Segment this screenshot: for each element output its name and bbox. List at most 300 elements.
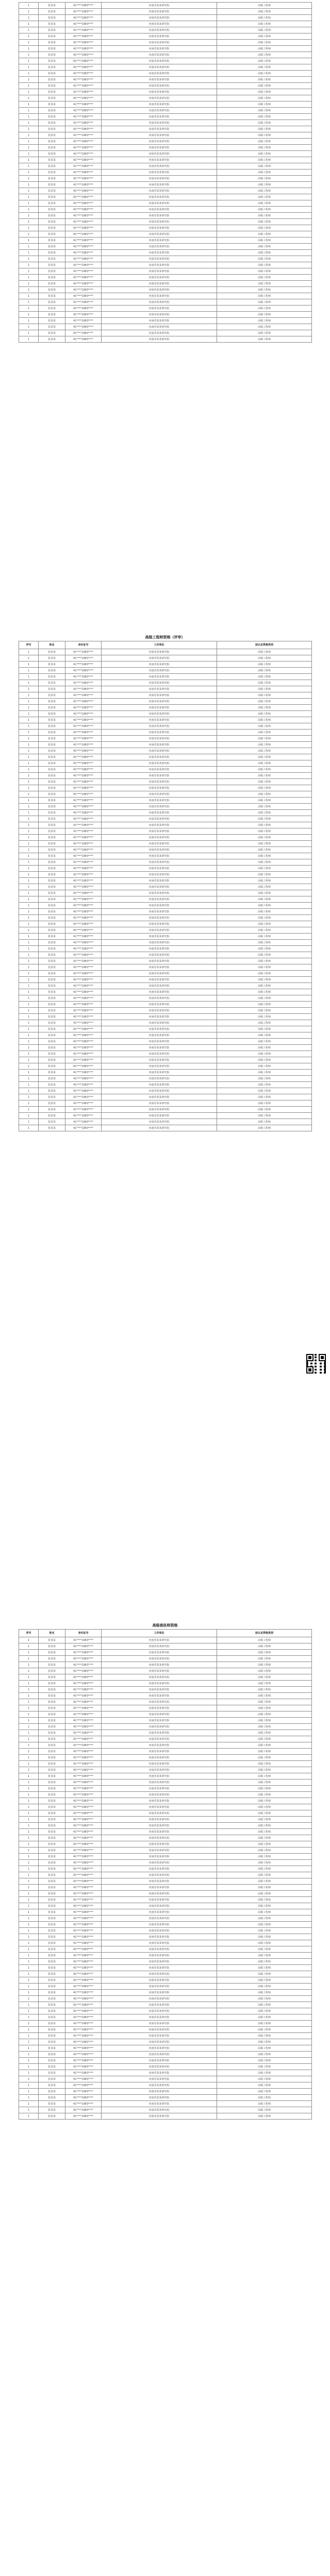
cell-idcard: 41****1983****: [65, 1872, 102, 1878]
cell-category: 高级工程师: [217, 841, 312, 847]
table-row: [19, 1668, 312, 1674]
cell-unit: 河南省某某研究院: [102, 1070, 217, 1076]
cell-unit: 河南省某某研究院: [102, 1656, 217, 1662]
cell-name: 张某某: [39, 1835, 65, 1841]
cell-name: 张某某: [39, 1020, 65, 1026]
cell-category: 高级工程师: [217, 262, 312, 268]
cell-unit: 河南省某某研究院: [102, 946, 217, 952]
cell-name: 张某某: [39, 964, 65, 971]
cell-category: 高级工程师: [217, 200, 312, 207]
table-row: [19, 841, 312, 847]
cell-name: 张某某: [39, 3, 65, 9]
table-row: [19, 1107, 312, 1113]
table-header-row: [19, 641, 312, 649]
cell-seq: 1: [19, 1878, 39, 1885]
table-row: [19, 2058, 312, 2064]
cell-unit: 河南省某某研究院: [102, 238, 217, 244]
cell-category: 高级工程师: [217, 977, 312, 983]
table-row: [19, 1125, 312, 1131]
cell-category: 高级工程师: [217, 705, 312, 711]
cell-idcard: 41****1983****: [65, 2076, 102, 2082]
cell-unit: 河南省某某研究院: [102, 2039, 217, 2045]
table-row: [19, 1100, 312, 1107]
cell-seq: 1: [19, 1100, 39, 1107]
cell-name: 张某某: [39, 1643, 65, 1650]
cell-seq: 1: [19, 2089, 39, 2095]
cell-category: 高级工程师: [217, 27, 312, 33]
cell-name: 张某某: [39, 2101, 65, 2107]
cell-category: 高级工程师: [217, 686, 312, 692]
cell-idcard: 41****1983****: [65, 1878, 102, 1885]
cell-idcard: 41****1983****: [65, 946, 102, 952]
table-row: [19, 101, 312, 108]
col-header-unit: 工作单位: [102, 641, 217, 649]
cell-name: 张某某: [39, 1804, 65, 1810]
cell-name: 张某某: [39, 940, 65, 946]
table-row: [19, 2064, 312, 2070]
cell-category: 高级工程师: [217, 655, 312, 662]
cell-unit: 河南省某某研究院: [102, 872, 217, 878]
cell-category: 高级工程师: [217, 58, 312, 64]
cell-seq: 1: [19, 1940, 39, 1946]
cell-idcard: 41****1983****: [65, 915, 102, 921]
cell-seq: 1: [19, 21, 39, 27]
cell-name: 张某某: [39, 946, 65, 952]
cell-seq: 1: [19, 262, 39, 268]
cell-category: 高级工程师: [217, 114, 312, 120]
table-row: [19, 2095, 312, 2101]
cell-name: 张某某: [39, 33, 65, 40]
cell-idcard: 41****1983****: [65, 835, 102, 841]
cell-name: 张某某: [39, 934, 65, 940]
cell-idcard: 41****1983****: [65, 890, 102, 896]
cell-idcard: 41****1983****: [65, 2039, 102, 2045]
cell-idcard: 41****1983****: [65, 1885, 102, 1891]
cell-idcard: 41****1983****: [65, 1674, 102, 1681]
cell-idcard: 41****1983****: [65, 145, 102, 151]
cell-unit: 河南省某某研究院: [102, 1051, 217, 1057]
cell-unit: 河南省某某研究院: [102, 964, 217, 971]
cell-name: 张某某: [39, 804, 65, 810]
cell-category: 高级工程师: [217, 268, 312, 275]
cell-name: 张某某: [39, 2070, 65, 2076]
col-header-category: 拟认定资格类别: [217, 1630, 312, 1637]
qr-code[interactable]: [306, 1354, 326, 1374]
table-row: [19, 157, 312, 163]
table-row: [19, 1885, 312, 1891]
cell-idcard: 41****1983****: [65, 1996, 102, 2002]
cell-seq: 1: [19, 1773, 39, 1780]
cell-name: 张某某: [39, 1742, 65, 1749]
cell-seq: 1: [19, 176, 39, 182]
cell-seq: 1: [19, 1662, 39, 1668]
table-row: [19, 1940, 312, 1946]
cell-unit: 河南省某某研究院: [102, 2070, 217, 2076]
table-row: [19, 1965, 312, 1971]
cell-idcard: 41****1983****: [65, 723, 102, 730]
cell-name: 张某某: [39, 1780, 65, 1786]
cell-idcard: 41****1983****: [65, 1094, 102, 1100]
cell-idcard: 41****1983****: [65, 33, 102, 40]
cell-name: 张某某: [39, 126, 65, 132]
cell-idcard: 41****1983****: [65, 705, 102, 711]
cell-name: 张某某: [39, 120, 65, 126]
table-row: [19, 1984, 312, 1990]
cell-idcard: 41****1983****: [65, 1076, 102, 1082]
cell-idcard: 41****1983****: [65, 791, 102, 798]
cell-name: 张某某: [39, 767, 65, 773]
cell-name: 张某某: [39, 1674, 65, 1681]
table-row: [19, 742, 312, 748]
cell-name: 张某某: [39, 872, 65, 878]
cell-category: 高级工程师: [217, 1786, 312, 1792]
cell-unit: 河南省某某研究院: [102, 281, 217, 287]
table-row: [19, 1823, 312, 1829]
cell-name: 张某某: [39, 306, 65, 312]
cell-unit: 河南省某某研究院: [102, 268, 217, 275]
cell-category: 高级工程师: [217, 1668, 312, 1674]
table-row: [19, 1026, 312, 1032]
cell-seq: 1: [19, 841, 39, 847]
table-row: [19, 312, 312, 318]
table-row: [19, 674, 312, 680]
cell-seq: 1: [19, 1916, 39, 1922]
cell-seq: 1: [19, 1835, 39, 1841]
table-row: [19, 132, 312, 139]
cell-seq: 1: [19, 705, 39, 711]
table-row: [19, 736, 312, 742]
cell-idcard: 41****1983****: [65, 318, 102, 324]
cell-unit: 河南省某某研究院: [102, 1854, 217, 1860]
cell-idcard: 41****1983****: [65, 1823, 102, 1829]
cell-idcard: 41****1983****: [65, 754, 102, 760]
cell-unit: 河南省某某研究院: [102, 1860, 217, 1866]
cell-seq: 1: [19, 1928, 39, 1934]
cell-unit: 河南省某某研究院: [102, 1977, 217, 1984]
table-row: [19, 163, 312, 170]
cell-category: 高级工程师: [217, 890, 312, 896]
cell-idcard: 41****1983****: [65, 1113, 102, 1119]
cell-seq: 1: [19, 1780, 39, 1786]
cell-name: 张某某: [39, 1773, 65, 1780]
cell-seq: 1: [19, 754, 39, 760]
cell-seq: 1: [19, 200, 39, 207]
cell-name: 张某某: [39, 299, 65, 306]
cell-category: 高级工程师: [217, 798, 312, 804]
cell-seq: 1: [19, 1668, 39, 1674]
cell-idcard: 41****1983****: [65, 1687, 102, 1693]
cell-name: 张某某: [39, 1823, 65, 1829]
cell-category: 高级工程师: [217, 1119, 312, 1125]
cell-seq: 1: [19, 219, 39, 225]
cell-unit: 河南省某某研究院: [102, 2113, 217, 2120]
cell-seq: 1: [19, 2052, 39, 2058]
cell-unit: 河南省某某研究院: [102, 699, 217, 705]
cell-unit: 河南省某某研究院: [102, 126, 217, 132]
cell-name: 张某某: [39, 1866, 65, 1872]
cell-name: 张某某: [39, 841, 65, 847]
table-row: [19, 1891, 312, 1897]
cell-seq: 1: [19, 791, 39, 798]
cell-idcard: 41****1983****: [65, 1946, 102, 1953]
cell-seq: 1: [19, 330, 39, 336]
cell-idcard: 41****1983****: [65, 250, 102, 256]
table-row: [19, 27, 312, 33]
cell-idcard: 41****1983****: [65, 225, 102, 231]
cell-name: 张某某: [39, 225, 65, 231]
cell-category: 高级工程师: [217, 225, 312, 231]
cell-seq: 1: [19, 958, 39, 964]
cell-unit: 河南省某某研究院: [102, 1835, 217, 1841]
cell-seq: 1: [19, 1922, 39, 1928]
cell-idcard: 41****1983****: [65, 989, 102, 995]
cell-seq: 1: [19, 2045, 39, 2052]
cell-idcard: 41****1983****: [65, 2052, 102, 2058]
cell-name: 张某某: [39, 835, 65, 841]
cell-name: 张某某: [39, 1854, 65, 1860]
cell-category: 高级工程师: [217, 1860, 312, 1866]
table-row: [19, 1637, 312, 1643]
cell-idcard: 41****1983****: [65, 1711, 102, 1718]
cell-idcard: 41****1983****: [65, 1953, 102, 1959]
cell-unit: 河南省某某研究院: [102, 878, 217, 884]
cell-category: 高级工程师: [217, 1946, 312, 1953]
cell-name: 张某某: [39, 760, 65, 767]
cell-name: 张某某: [39, 1971, 65, 1977]
section-title: 高级工程师资格（评审）: [145, 635, 185, 639]
cell-category: 高级工程师: [217, 2058, 312, 2064]
table-row: [19, 1094, 312, 1100]
cell-seq: 1: [19, 717, 39, 723]
cell-name: 张某某: [39, 1718, 65, 1724]
cell-name: 张某某: [39, 890, 65, 896]
table-row: [19, 971, 312, 977]
cell-idcard: 41****1983****: [65, 293, 102, 299]
cell-name: 张某某: [39, 2039, 65, 2045]
cell-category: 高级工程师: [217, 884, 312, 890]
cell-seq: 1: [19, 40, 39, 46]
cell-category: 高级工程师: [217, 723, 312, 730]
cell-idcard: 41****1983****: [65, 896, 102, 903]
cell-seq: 1: [19, 293, 39, 299]
cell-seq: 1: [19, 1965, 39, 1971]
cell-unit: 河南省某某研究院: [102, 705, 217, 711]
cell-category: 高级工程师: [217, 89, 312, 95]
cell-seq: 1: [19, 2002, 39, 2008]
cell-name: 张某某: [39, 1749, 65, 1755]
cell-unit: 河南省某某研究院: [102, 1792, 217, 1798]
cell-idcard: 41****1983****: [65, 680, 102, 686]
cell-name: 张某某: [39, 1730, 65, 1736]
cell-idcard: 41****1983****: [65, 1959, 102, 1965]
cell-idcard: 41****1983****: [65, 188, 102, 194]
cell-unit: 河南省某某研究院: [102, 40, 217, 46]
cell-seq: 1: [19, 151, 39, 157]
cell-name: 张某某: [39, 1032, 65, 1039]
cell-category: 高级工程师: [217, 1637, 312, 1643]
cell-unit: 河南省某某研究院: [102, 46, 217, 52]
cell-seq: 1: [19, 1094, 39, 1100]
cell-idcard: 41****1983****: [65, 1002, 102, 1008]
cell-unit: 河南省某某研究院: [102, 934, 217, 940]
cell-category: 高级工程师: [217, 1008, 312, 1014]
cell-name: 张某某: [39, 1681, 65, 1687]
table-row: [19, 1996, 312, 2002]
cell-idcard: 41****1983****: [65, 662, 102, 668]
table-row: [19, 767, 312, 773]
table-row: [19, 108, 312, 114]
table-row: [19, 1662, 312, 1668]
cell-unit: 河南省某某研究院: [102, 1817, 217, 1823]
cell-name: 张某某: [39, 1699, 65, 1705]
cell-seq: 1: [19, 58, 39, 64]
cell-seq: 1: [19, 1817, 39, 1823]
cell-category: 高级工程师: [217, 312, 312, 318]
cell-category: 高级工程师: [217, 1810, 312, 1817]
cell-seq: 1: [19, 1848, 39, 1854]
cell-unit: 河南省某某研究院: [102, 742, 217, 748]
cell-name: 张某某: [39, 1916, 65, 1922]
cell-seq: 1: [19, 1977, 39, 1984]
cell-name: 张某某: [39, 281, 65, 287]
cell-unit: 河南省某某研究院: [102, 1076, 217, 1082]
cell-seq: 1: [19, 71, 39, 77]
cell-name: 张某某: [39, 275, 65, 281]
cell-unit: 河南省某某研究院: [102, 1940, 217, 1946]
cell-seq: 1: [19, 1823, 39, 1829]
table-row: [19, 662, 312, 668]
cell-name: 张某某: [39, 2033, 65, 2039]
cell-unit: 河南省某某研究院: [102, 1829, 217, 1835]
cell-category: 高级工程师: [217, 835, 312, 841]
cell-unit: 河南省某某研究院: [102, 2033, 217, 2039]
cell-category: 高级工程师: [217, 170, 312, 176]
table-row: [19, 859, 312, 866]
cell-seq: 1: [19, 1718, 39, 1724]
cell-idcard: 41****1983****: [65, 1100, 102, 1107]
cell-category: 高级工程师: [217, 791, 312, 798]
cell-name: 张某某: [39, 27, 65, 33]
cell-category: 高级工程师: [217, 1761, 312, 1767]
cell-seq: 1: [19, 760, 39, 767]
cell-seq: 1: [19, 163, 39, 170]
cell-category: 高级工程师: [217, 1020, 312, 1026]
cell-idcard: 41****1983****: [65, 1977, 102, 1984]
cell-category: 高级工程师: [217, 182, 312, 188]
cell-idcard: 41****1983****: [65, 934, 102, 940]
cell-category: 高级工程师: [217, 1835, 312, 1841]
cell-category: 高级工程师: [217, 9, 312, 15]
cell-seq: 1: [19, 964, 39, 971]
cell-idcard: 41****1983****: [65, 1643, 102, 1650]
cell-idcard: 41****1983****: [65, 120, 102, 126]
cell-seq: 1: [19, 324, 39, 330]
cell-category: 高级工程师: [217, 859, 312, 866]
cell-idcard: 41****1983****: [65, 1755, 102, 1761]
cell-idcard: 41****1983****: [65, 1063, 102, 1070]
cell-name: 张某某: [39, 1786, 65, 1792]
cell-name: 张某某: [39, 15, 65, 21]
cell-unit: 河南省某某研究院: [102, 2058, 217, 2064]
cell-idcard: 41****1983****: [65, 1761, 102, 1767]
cell-unit: 河南省某某研究院: [102, 324, 217, 330]
table-row: [19, 1804, 312, 1810]
cell-seq: 1: [19, 3, 39, 9]
cell-category: 高级工程师: [217, 188, 312, 194]
table-row: [19, 977, 312, 983]
cell-idcard: 41****1983****: [65, 71, 102, 77]
cell-name: 张某某: [39, 46, 65, 52]
cell-name: 张某某: [39, 1922, 65, 1928]
table-row: [19, 952, 312, 958]
table-row: [19, 934, 312, 940]
table-row: [19, 680, 312, 686]
table-row: [19, 2045, 312, 2052]
cell-category: 高级工程师: [217, 1977, 312, 1984]
cell-name: 张某某: [39, 219, 65, 225]
cell-seq: 1: [19, 256, 39, 262]
cell-unit: 河南省某某研究院: [102, 207, 217, 213]
cell-unit: 河南省某某研究院: [102, 1934, 217, 1940]
cell-name: 张某某: [39, 163, 65, 170]
cell-name: 张某某: [39, 2076, 65, 2082]
cell-name: 张某某: [39, 1088, 65, 1094]
cell-unit: 河南省某某研究院: [102, 717, 217, 723]
table-row: [19, 804, 312, 810]
cell-name: 张某某: [39, 262, 65, 268]
cell-unit: 河南省某某研究院: [102, 77, 217, 83]
table-row: [19, 1946, 312, 1953]
cell-category: 高级工程师: [217, 1724, 312, 1730]
table-row: [19, 1897, 312, 1903]
cell-name: 张某某: [39, 1668, 65, 1674]
cell-seq: 1: [19, 1798, 39, 1804]
cell-idcard: 41****1983****: [65, 1045, 102, 1051]
cell-category: 高级工程师: [217, 1755, 312, 1761]
cell-seq: 1: [19, 946, 39, 952]
cell-idcard: 41****1983****: [65, 2107, 102, 2113]
cell-idcard: 41****1983****: [65, 1668, 102, 1674]
table-row: [19, 1736, 312, 1742]
table-row: [19, 1854, 312, 1860]
cell-name: 张某某: [39, 822, 65, 828]
cell-idcard: 41****1983****: [65, 760, 102, 767]
cell-unit: 河南省某某研究院: [102, 1780, 217, 1786]
cell-name: 张某某: [39, 798, 65, 804]
cell-category: 高级工程师: [217, 767, 312, 773]
cell-idcard: 41****1983****: [65, 15, 102, 21]
table-row: [19, 903, 312, 909]
cell-seq: 1: [19, 921, 39, 927]
cell-seq: 1: [19, 822, 39, 828]
cell-unit: 河南省某某研究院: [102, 83, 217, 89]
cell-seq: 1: [19, 33, 39, 40]
cell-seq: 1: [19, 2021, 39, 2027]
table-row: [19, 964, 312, 971]
cell-idcard: 41****1983****: [65, 200, 102, 207]
cell-name: 张某某: [39, 828, 65, 835]
cell-name: 张某某: [39, 1039, 65, 1045]
cell-name: 张某某: [39, 952, 65, 958]
cell-seq: 1: [19, 1107, 39, 1113]
cell-unit: 河南省某某研究院: [102, 336, 217, 343]
cell-category: 高级工程师: [217, 1872, 312, 1878]
cell-unit: 河南省某某研究院: [102, 995, 217, 1002]
cell-category: 高级工程师: [217, 927, 312, 934]
cell-name: 张某某: [39, 1885, 65, 1891]
cell-seq: 1: [19, 1946, 39, 1953]
table-row: [19, 915, 312, 921]
